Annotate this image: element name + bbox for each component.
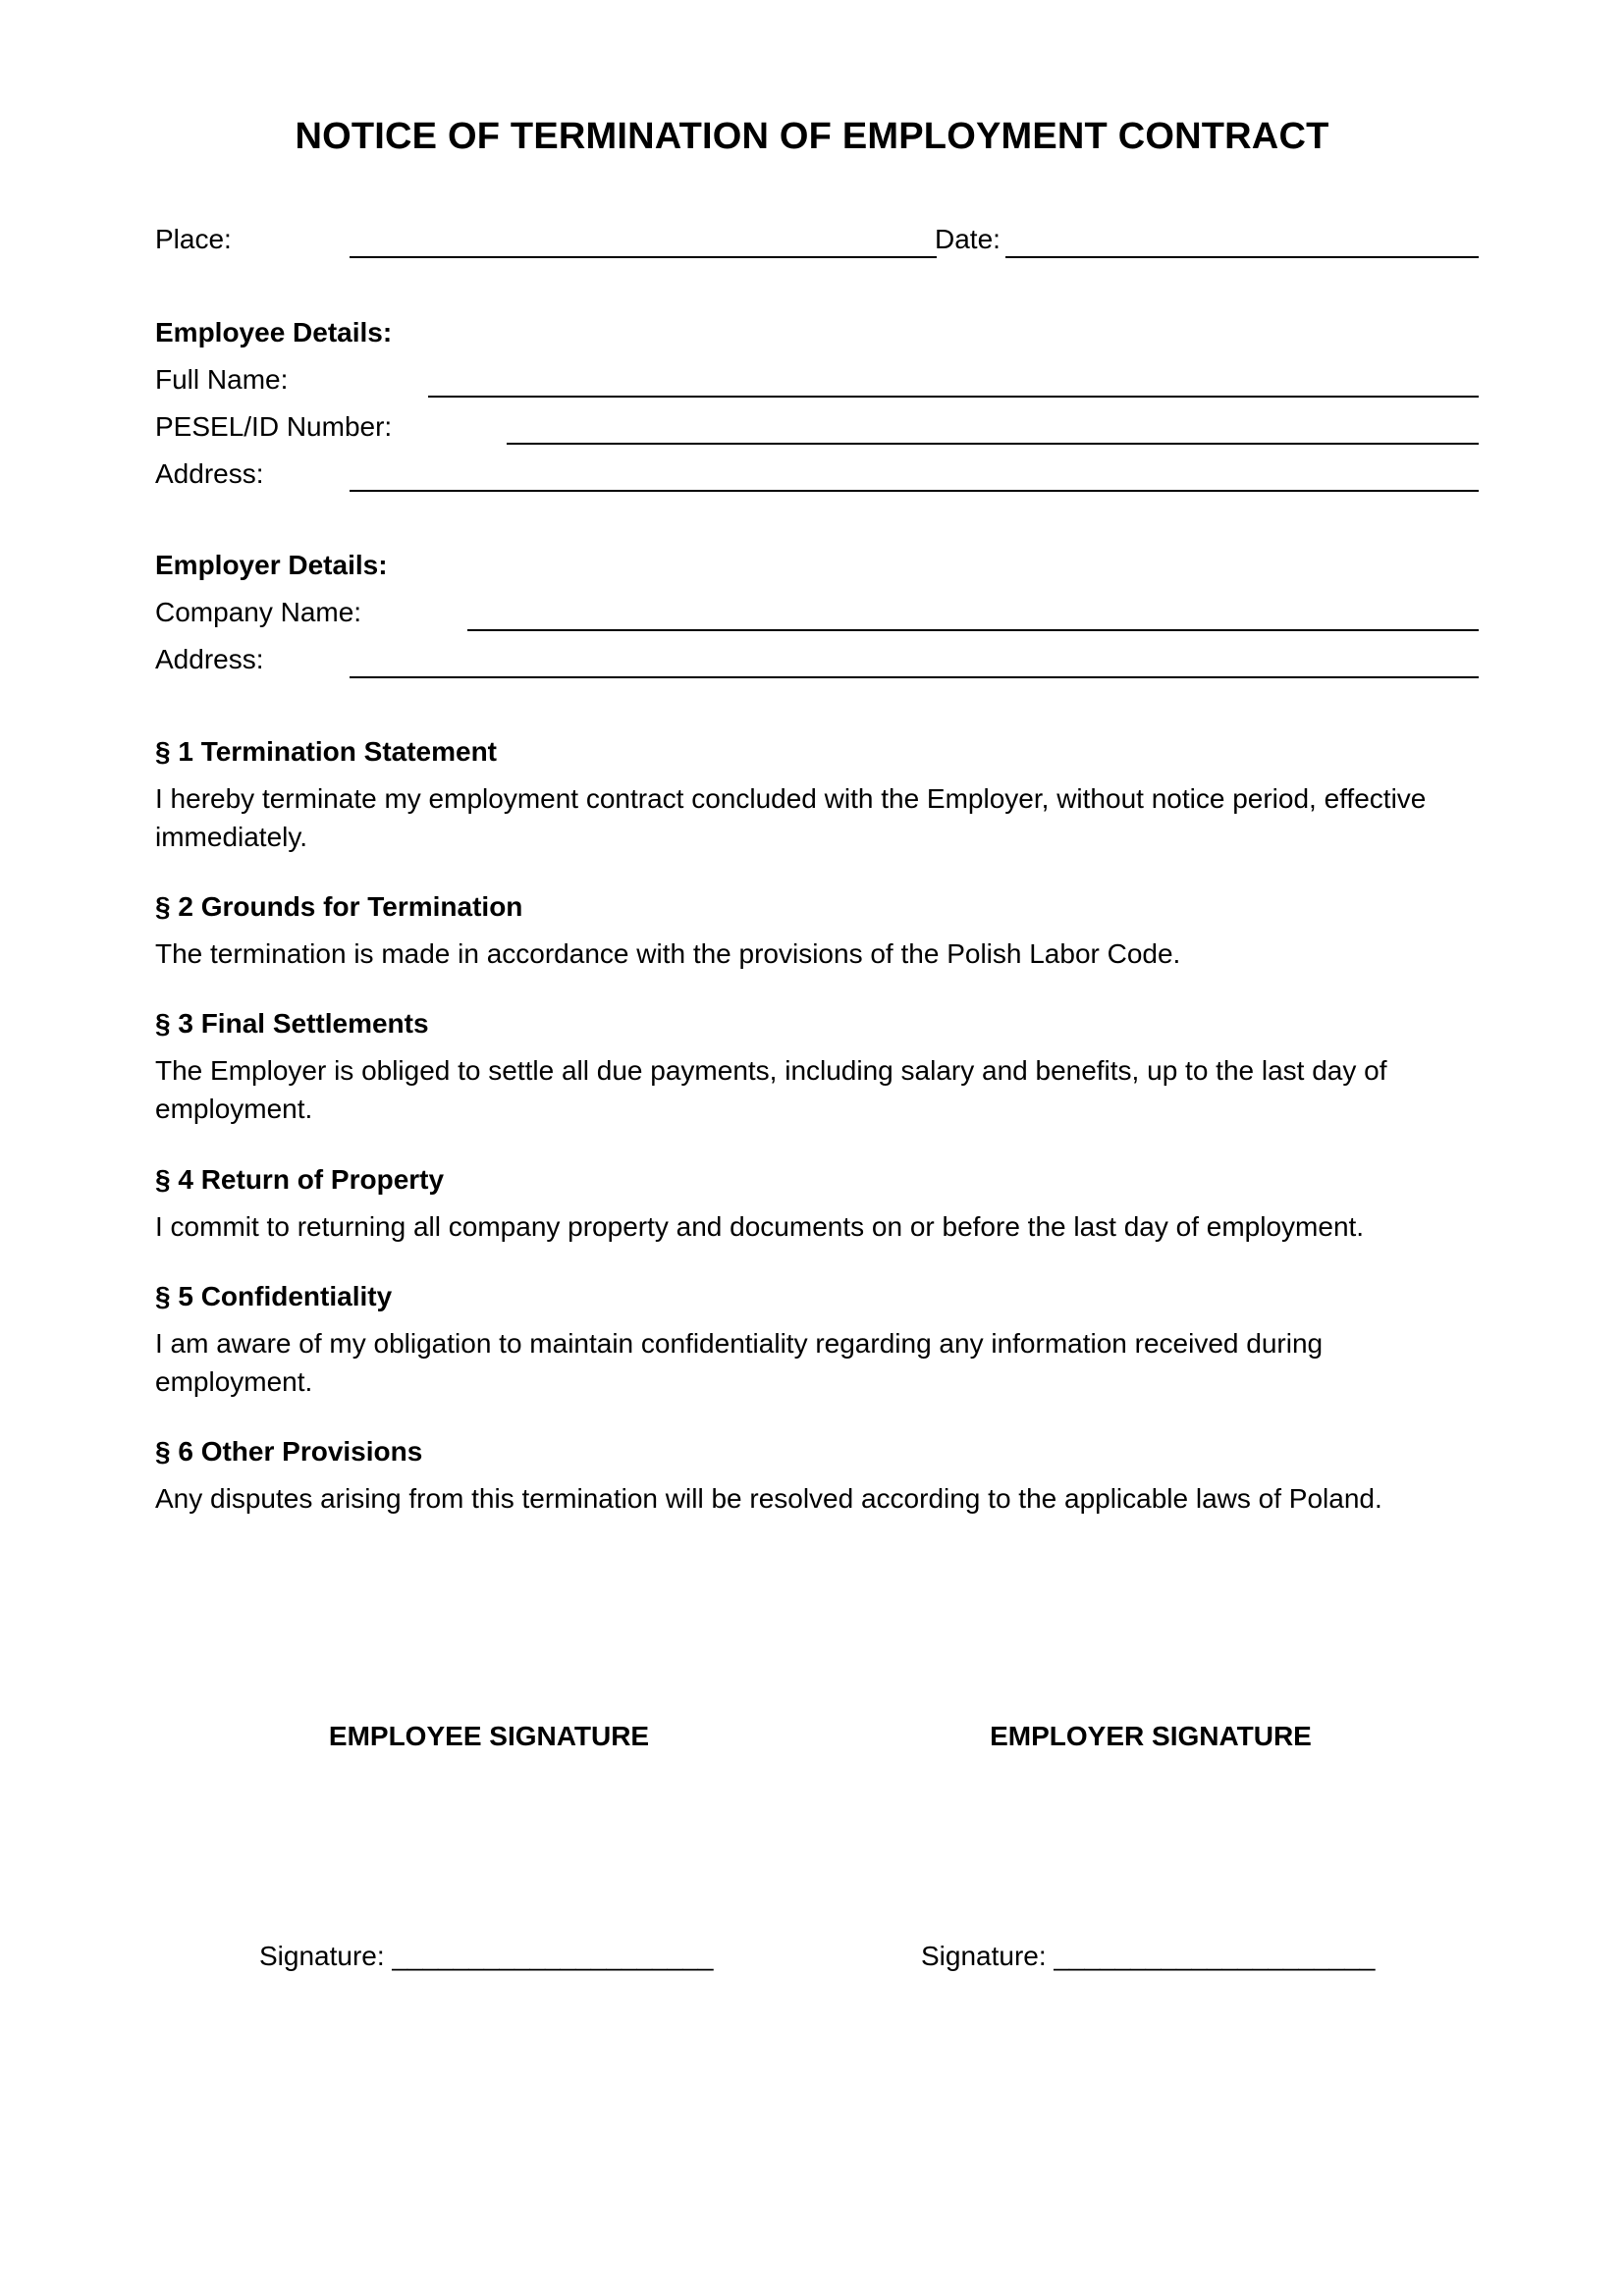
section-4-body: I commit to returning all company property and documents on or before the last day of employment.: [155, 1211, 1365, 1242]
place-label: Place:: [155, 224, 232, 254]
employee-signature-heading: EMPLOYEE SIGNATURE: [328, 1721, 650, 1751]
employer-signature-line[interactable]: Signature: _____________________: [921, 1941, 1376, 1971]
date-field[interactable]: [1005, 256, 1479, 258]
employee-full-name-field[interactable]: [428, 396, 1479, 398]
employee-details-heading: Employee Details:: [155, 317, 393, 347]
section-5-body: I am aware of my obligation to maintain confidentiality regarding any information received during employment.: [155, 1328, 1324, 1397]
employee-signature-line[interactable]: Signature: _____________________: [259, 1941, 714, 1971]
employer-company-name-label: Company Name:: [155, 597, 362, 627]
employer-address-label: Address:: [155, 644, 264, 674]
date-label: Date:: [935, 224, 1001, 254]
employer-address-field[interactable]: [350, 676, 1479, 678]
section-2-body: The termination is made in accordance with the provisions of the Polish Labor Code.: [155, 938, 1181, 969]
section-6-heading: § 6 Other Provisions: [155, 1436, 423, 1467]
section-6-body: Any disputes arising from this termination will be resolved according to the applicable laws of Poland.: [155, 1483, 1382, 1514]
employee-pesel-field[interactable]: [507, 443, 1479, 445]
employer-company-name-field[interactable]: [467, 629, 1479, 631]
employee-address-field[interactable]: [350, 490, 1479, 492]
section-3-body: The Employer is obliged to settle all due payments, including salary and benefits, up to the last day of employment.: [155, 1055, 1387, 1124]
section-1-body: I hereby terminate my employment contract concluded with the Employer, without notice period, effective immediately.: [155, 783, 1427, 852]
place-field[interactable]: [350, 256, 937, 258]
section-2-heading: § 2 Grounds for Termination: [155, 891, 523, 922]
employee-pesel-label: PESEL/ID Number:: [155, 411, 393, 442]
section-1-heading: § 1 Termination Statement: [155, 736, 498, 767]
employee-address-label: Address:: [155, 458, 264, 489]
employer-signature-heading: EMPLOYER SIGNATURE: [990, 1721, 1312, 1751]
section-5-heading: § 5 Confidentiality: [155, 1281, 393, 1311]
section-4-heading: § 4 Return of Property: [155, 1164, 445, 1195]
section-3-heading: § 3 Final Settlements: [155, 1008, 429, 1039]
employee-full-name-label: Full Name:: [155, 364, 289, 395]
document-title: NOTICE OF TERMINATION OF EMPLOYMENT CONTRACT: [295, 116, 1329, 157]
employer-details-heading: Employer Details:: [155, 550, 388, 580]
